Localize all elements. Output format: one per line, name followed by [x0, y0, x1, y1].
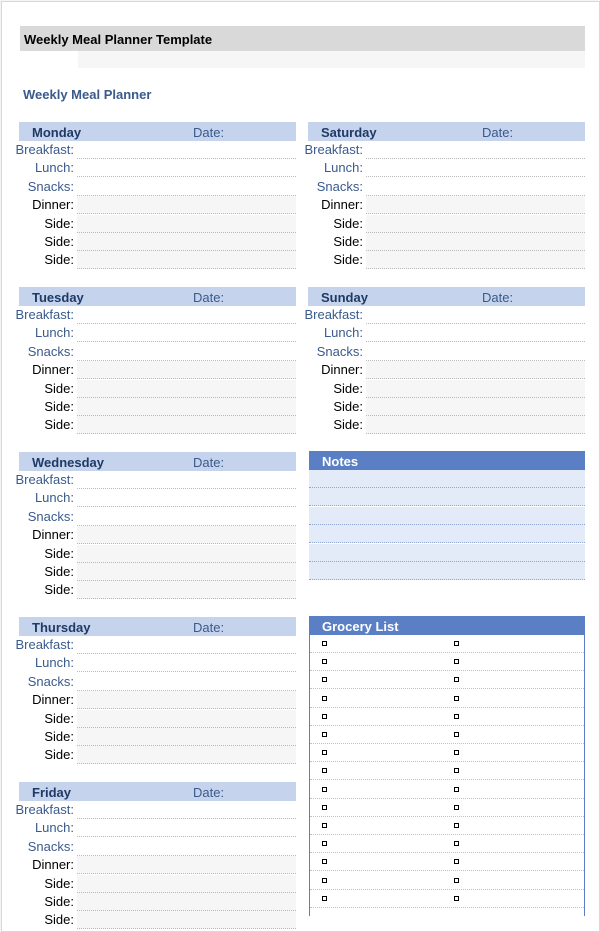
meal-row: [2, 306, 302, 324]
meal-row: [2, 489, 302, 507]
meal-row: [2, 856, 302, 874]
checkbox-icon[interactable]: [454, 896, 459, 901]
meal-row: [291, 380, 591, 398]
grocery-row: [310, 744, 584, 762]
meal-entry-field[interactable]: [77, 545, 296, 563]
meal-label: Dinner:: [32, 362, 74, 378]
meal-row: [291, 398, 591, 416]
notes-header: [309, 451, 585, 470]
meal-label: Breakfast:: [304, 307, 363, 322]
meal-row: [291, 196, 591, 214]
meal-entry-field[interactable]: [366, 306, 585, 324]
meal-entry-field[interactable]: [77, 893, 296, 911]
meal-row: [291, 215, 591, 233]
grocery-row: [310, 781, 584, 799]
meal-entry-field[interactable]: [366, 380, 585, 398]
grocery-row: [310, 799, 584, 817]
meal-row: [2, 233, 302, 251]
meal-entry-field[interactable]: [77, 215, 296, 233]
meal-row: [2, 545, 302, 563]
checkbox-icon[interactable]: [454, 696, 459, 701]
grocery-row: [310, 708, 584, 726]
meal-entry-field[interactable]: [366, 251, 585, 269]
meal-label: Lunch:: [323, 160, 363, 176]
meal-row: [2, 875, 302, 893]
meal-label: Side:: [44, 234, 74, 249]
meal-label: Side:: [333, 234, 363, 249]
meal-entry-field[interactable]: [77, 581, 296, 599]
meal-label: Snacks:: [27, 838, 74, 854]
notes-line[interactable]: [309, 525, 585, 543]
checkbox-icon[interactable]: [454, 677, 459, 682]
meal-entry-field[interactable]: [366, 141, 585, 159]
checkbox-icon[interactable]: [322, 768, 327, 773]
meal-label: Snacks:: [316, 178, 363, 194]
meal-label: Lunch:: [34, 490, 74, 506]
date-label: Date:: [193, 125, 225, 140]
notes-line[interactable]: [309, 544, 585, 562]
meal-label: Side:: [44, 399, 74, 414]
checkbox-icon[interactable]: [454, 659, 459, 664]
meal-row: [2, 526, 302, 544]
date-label: Date:: [193, 290, 225, 305]
meal-label: Side:: [44, 747, 74, 763]
date-label: Date:: [193, 455, 225, 470]
checkbox-icon[interactable]: [322, 823, 327, 828]
meal-row: [291, 141, 591, 159]
day-name: Saturday: [321, 125, 377, 140]
meal-entry-field[interactable]: [77, 819, 296, 837]
meal-label: Side:: [44, 710, 74, 726]
meal-entry-field[interactable]: [366, 159, 585, 177]
meal-row: [2, 508, 302, 526]
planner-sheet: [1, 1, 600, 932]
meal-row: [291, 343, 591, 361]
meal-row: [2, 636, 302, 654]
checkbox-icon[interactable]: [322, 714, 327, 719]
meal-entry-field[interactable]: [77, 654, 296, 672]
grocery-list-title: Grocery List: [322, 619, 399, 634]
meal-label: Dinner:: [32, 692, 74, 708]
meal-row: [2, 728, 302, 746]
meal-row: [291, 306, 591, 324]
meal-entry-field[interactable]: [77, 673, 296, 691]
meal-label: Side:: [333, 399, 363, 414]
meal-entry-field[interactable]: [77, 508, 296, 526]
grocery-row: [310, 671, 584, 689]
notes-section: [309, 451, 585, 601]
meal-label: Side:: [333, 380, 363, 396]
day-name: Thursday: [32, 620, 91, 635]
checkbox-icon[interactable]: [322, 696, 327, 701]
meal-row: [291, 178, 591, 196]
checkbox-icon[interactable]: [322, 787, 327, 792]
meal-entry-field[interactable]: [77, 141, 296, 159]
day-name: Sunday: [321, 290, 368, 305]
meal-row: [2, 343, 302, 361]
meal-label: Snacks:: [316, 343, 363, 359]
notes-line[interactable]: [309, 488, 585, 506]
meal-entry-field[interactable]: [77, 159, 296, 177]
meal-label: Lunch:: [34, 820, 74, 836]
day-name: Monday: [32, 125, 82, 140]
meal-entry-field[interactable]: [366, 343, 585, 361]
date-label: Date:: [193, 620, 225, 635]
day-header: [308, 122, 585, 141]
meal-label: Breakfast:: [15, 307, 74, 322]
date-label: Date:: [482, 290, 514, 305]
checkbox-icon[interactable]: [322, 750, 327, 755]
meal-label: Side:: [44, 215, 74, 231]
meal-entry-field[interactable]: [77, 416, 296, 434]
meal-row: [291, 324, 591, 342]
meal-entry-field[interactable]: [77, 380, 296, 398]
meal-label: Side:: [333, 215, 363, 231]
meal-label: Snacks:: [27, 343, 74, 359]
meal-row: [2, 141, 302, 159]
checkbox-icon[interactable]: [454, 805, 459, 810]
day-name: Friday: [32, 785, 72, 800]
meal-row: [2, 838, 302, 856]
meal-row: [2, 691, 302, 709]
meal-label: Dinner:: [32, 857, 74, 873]
meal-entry-field[interactable]: [366, 196, 585, 214]
meal-entry-field[interactable]: [77, 801, 296, 819]
meal-label: Breakfast:: [15, 472, 74, 487]
meal-label: Side:: [44, 564, 74, 579]
meal-entry-field[interactable]: [366, 361, 585, 379]
meal-entry-field[interactable]: [77, 838, 296, 856]
meal-entry-field[interactable]: [77, 911, 296, 929]
meal-row: [2, 251, 302, 269]
meal-label: Breakfast:: [15, 637, 74, 652]
checkbox-icon[interactable]: [322, 896, 327, 901]
checkbox-icon[interactable]: [454, 732, 459, 737]
grocery-row: [310, 853, 584, 871]
meal-label: Side:: [44, 582, 74, 598]
meal-label: Side:: [44, 545, 74, 561]
notes-line[interactable]: [309, 562, 585, 580]
meal-row: [2, 710, 302, 728]
grocery-row: [310, 890, 584, 908]
meal-row: [2, 416, 302, 434]
meal-entry-field[interactable]: [366, 178, 585, 196]
meal-entry-field[interactable]: [77, 178, 296, 196]
meal-row: [2, 215, 302, 233]
meal-row: [2, 654, 302, 672]
meal-row: [2, 471, 302, 489]
meal-row: [2, 893, 302, 911]
day-header: [19, 287, 296, 306]
day-header: [19, 122, 296, 141]
meal-row: [2, 563, 302, 581]
meal-label: Side:: [44, 894, 74, 909]
meal-label: Dinner:: [32, 527, 74, 543]
meal-entry-field[interactable]: [77, 306, 296, 324]
meal-row: [2, 159, 302, 177]
checkbox-icon[interactable]: [454, 787, 459, 792]
grocery-row: [310, 653, 584, 671]
meal-entry-field[interactable]: [366, 398, 585, 416]
meal-label: Side:: [44, 912, 74, 928]
checkbox-icon[interactable]: [454, 714, 459, 719]
meal-row: [2, 801, 302, 819]
meal-entry-field[interactable]: [77, 343, 296, 361]
meal-entry-field[interactable]: [366, 324, 585, 342]
meal-label: Lunch:: [34, 160, 74, 176]
checkbox-icon[interactable]: [454, 878, 459, 883]
meal-entry-field[interactable]: [77, 875, 296, 893]
checkbox-icon[interactable]: [322, 841, 327, 846]
meal-row: [291, 416, 591, 434]
day-name: Tuesday: [32, 290, 84, 305]
meal-label: Snacks:: [27, 508, 74, 524]
checkbox-icon[interactable]: [454, 859, 459, 864]
page-title: Weekly Meal Planner Template: [24, 32, 213, 47]
meal-row: [2, 380, 302, 398]
day-header: [19, 617, 296, 636]
meal-label: Side:: [44, 380, 74, 396]
meal-row: [2, 581, 302, 599]
meal-label: Snacks:: [27, 673, 74, 689]
checkbox-icon[interactable]: [322, 677, 327, 682]
meal-label: Dinner:: [321, 197, 363, 213]
meal-entry-field[interactable]: [77, 251, 296, 269]
meal-label: Side:: [44, 875, 74, 891]
checkbox-icon[interactable]: [454, 768, 459, 773]
notes-title: Notes: [322, 454, 359, 469]
meal-entry-field[interactable]: [77, 233, 296, 251]
meal-row: [291, 361, 591, 379]
meal-entry-field[interactable]: [366, 233, 585, 251]
meal-label: Side:: [44, 729, 74, 744]
meal-entry-field[interactable]: [77, 471, 296, 489]
meal-label: Lunch:: [34, 655, 74, 671]
meal-row: [2, 196, 302, 214]
title-underband: [78, 51, 585, 68]
checkbox-icon[interactable]: [454, 841, 459, 846]
meal-row: [2, 178, 302, 196]
meal-row: [2, 324, 302, 342]
checkbox-icon[interactable]: [322, 659, 327, 664]
meal-entry-field[interactable]: [77, 398, 296, 416]
meal-row: [2, 911, 302, 929]
meal-entry-field[interactable]: [366, 416, 585, 434]
meal-row: [291, 159, 591, 177]
meal-entry-field[interactable]: [77, 526, 296, 544]
notes-line[interactable]: [309, 507, 585, 525]
day-header: [19, 452, 296, 471]
meal-entry-field[interactable]: [77, 728, 296, 746]
day-header: [19, 782, 296, 801]
grocery-row: [310, 872, 584, 890]
title-bar: [20, 26, 585, 51]
meal-entry-field[interactable]: [77, 746, 296, 764]
grocery-row: [310, 690, 584, 708]
meal-label: Side:: [44, 417, 74, 433]
meal-row: [2, 746, 302, 764]
meal-label: Snacks:: [27, 178, 74, 194]
meal-row: [291, 251, 591, 269]
checkbox-icon[interactable]: [322, 805, 327, 810]
meal-label: Side:: [333, 252, 363, 268]
date-label: Date:: [193, 785, 225, 800]
day-name: Wednesday: [32, 455, 105, 470]
checkbox-icon[interactable]: [322, 641, 327, 646]
meal-entry-field[interactable]: [77, 710, 296, 728]
meal-row: [2, 398, 302, 416]
day-header: [308, 287, 585, 306]
grocery-row: [310, 817, 584, 835]
meal-label: Breakfast:: [15, 142, 74, 157]
notes-line[interactable]: [309, 470, 585, 488]
meal-label: Dinner:: [321, 362, 363, 378]
grocery-row: [310, 762, 584, 780]
checkbox-icon[interactable]: [322, 878, 327, 883]
checkbox-icon[interactable]: [454, 823, 459, 828]
meal-label: Lunch:: [323, 325, 363, 341]
date-label: Date:: [482, 125, 514, 140]
meal-row: [291, 233, 591, 251]
grocery-row: [310, 635, 584, 653]
meal-entry-field[interactable]: [77, 489, 296, 507]
meal-row: [2, 361, 302, 379]
grocery-row: [310, 726, 584, 744]
grocery-list-header: [309, 616, 585, 635]
meal-label: Dinner:: [32, 197, 74, 213]
meal-label: Side:: [333, 417, 363, 433]
meal-entry-field[interactable]: [77, 856, 296, 874]
meal-label: Lunch:: [34, 325, 74, 341]
meal-label: Breakfast:: [15, 802, 74, 817]
meal-label: Side:: [44, 252, 74, 268]
meal-entry-field[interactable]: [77, 196, 296, 214]
meal-entry-field[interactable]: [77, 324, 296, 342]
planner-subtitle: Weekly Meal Planner: [23, 87, 152, 102]
grocery-list-section: [309, 616, 585, 916]
checkbox-icon[interactable]: [322, 732, 327, 737]
meal-entry-field[interactable]: [77, 563, 296, 581]
meal-entry-field[interactable]: [77, 361, 296, 379]
grocery-row: [310, 835, 584, 853]
checkbox-icon[interactable]: [322, 859, 327, 864]
meal-entry-field[interactable]: [77, 691, 296, 709]
meal-entry-field[interactable]: [366, 215, 585, 233]
meal-row: [2, 819, 302, 837]
meal-row: [2, 673, 302, 691]
checkbox-icon[interactable]: [454, 641, 459, 646]
meal-label: Breakfast:: [304, 142, 363, 157]
checkbox-icon[interactable]: [454, 750, 459, 755]
meal-entry-field[interactable]: [77, 636, 296, 654]
